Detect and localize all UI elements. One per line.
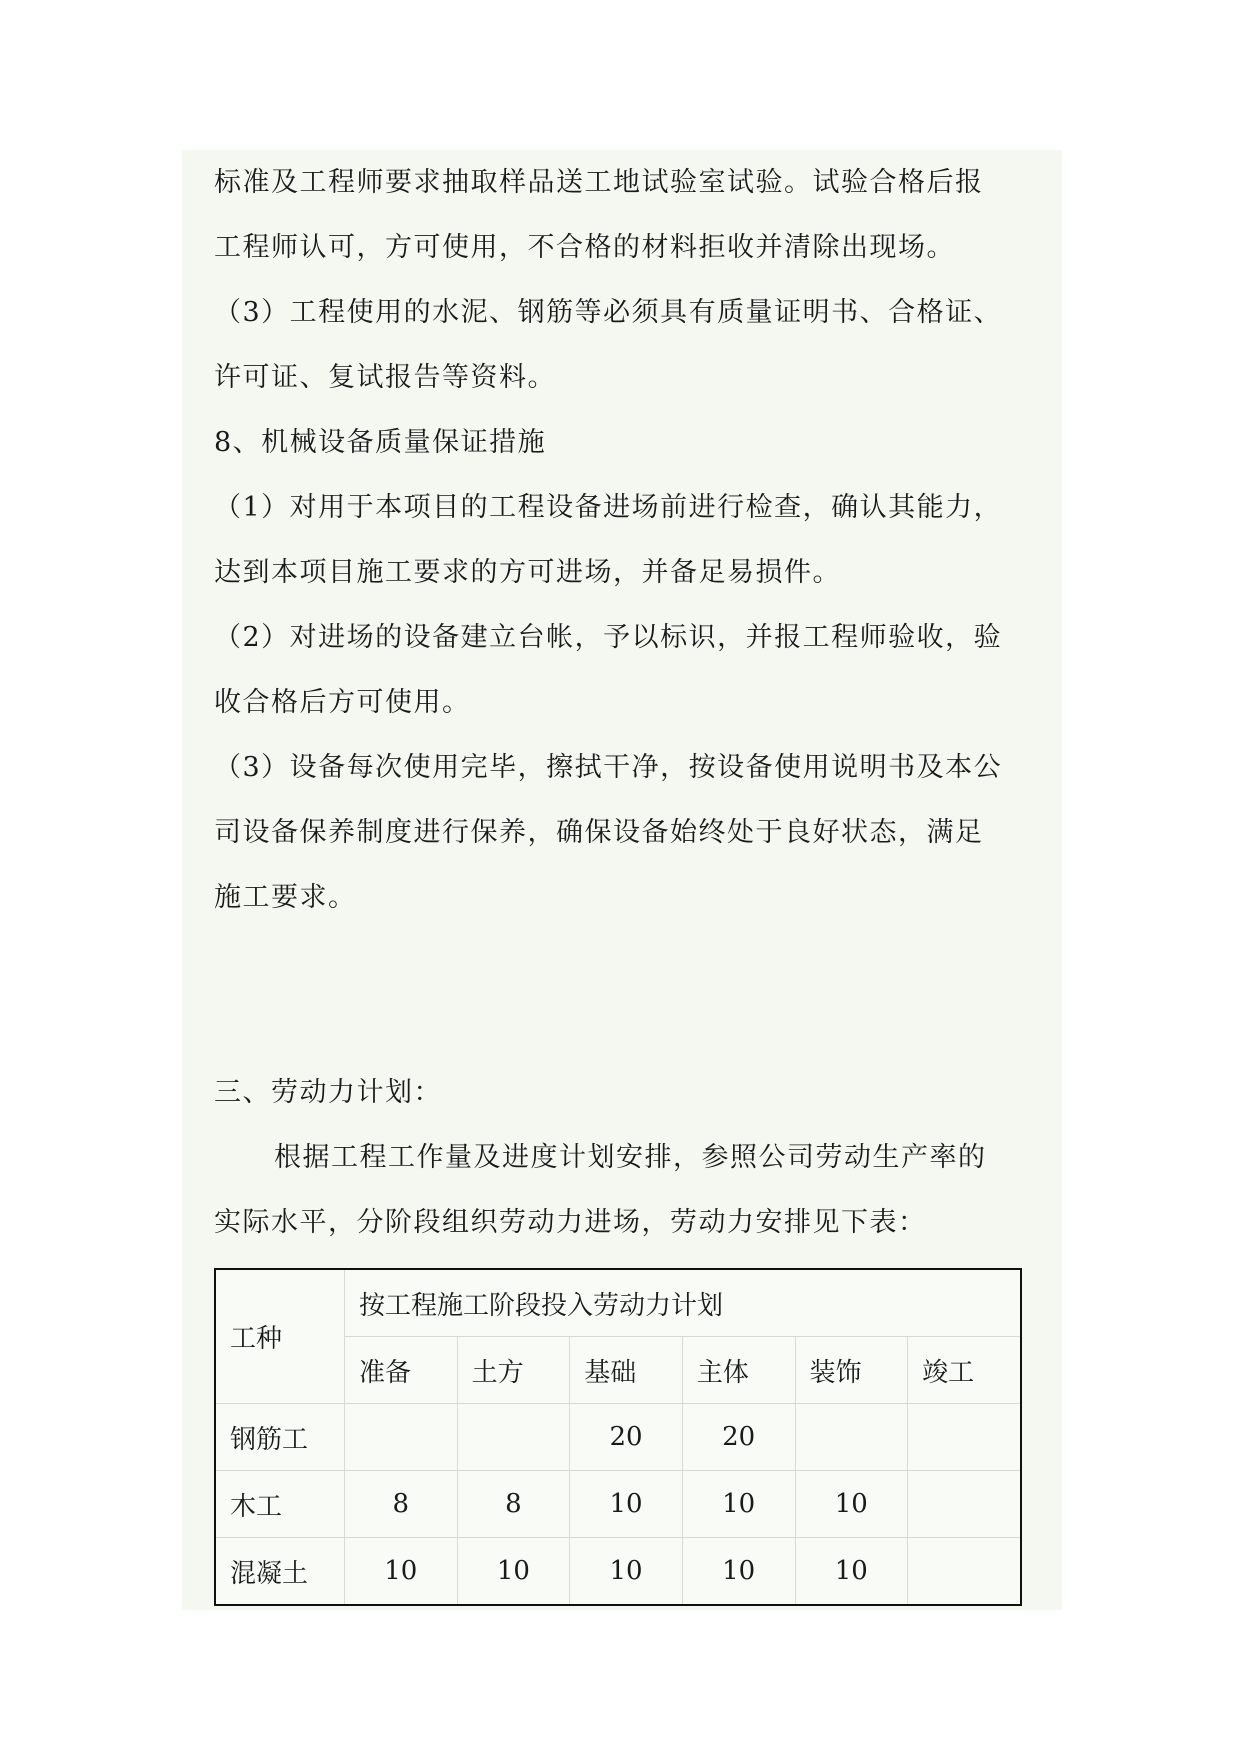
table-cell: 10 xyxy=(570,1471,683,1538)
table-cell: 10 xyxy=(457,1538,570,1606)
stage-header: 装饰 xyxy=(795,1337,908,1404)
stage-header: 主体 xyxy=(682,1337,795,1404)
paragraph-line: （3）工程使用的水泥、钢筋等必须具有质量证明书、合格证、 xyxy=(214,297,1003,328)
paragraph-line: 工程师认可，方可使用，不合格的材料拒收并清除出现场。 xyxy=(214,232,955,263)
table-cell: 8 xyxy=(457,1471,570,1538)
paragraph-line: 收合格后方可使用。 xyxy=(214,687,471,718)
table-cell: 8 xyxy=(345,1471,458,1538)
table-cell xyxy=(908,1404,1021,1471)
worker-kind-cell: 钢筋工 xyxy=(215,1404,345,1471)
table-corner-cell: 工种 xyxy=(215,1269,345,1404)
table-cell: 10 xyxy=(795,1538,908,1606)
table-row xyxy=(215,1404,1021,1471)
paragraph-line: 施工要求。 xyxy=(214,882,357,913)
table-cell xyxy=(795,1404,908,1471)
table-row xyxy=(215,1538,1021,1606)
table-cell xyxy=(345,1404,458,1471)
stage-header: 基础 xyxy=(570,1337,683,1404)
table-cell xyxy=(457,1404,570,1471)
table-cell: 10 xyxy=(682,1471,795,1538)
document-body xyxy=(214,150,1024,1255)
paragraph-line: （1）对用于本项目的工程设备进场前进行检查，确认其能力， xyxy=(214,492,1003,523)
paragraph-line: 司设备保养制度进行保养，确保设备始终处于良好状态，满足 xyxy=(214,817,984,848)
paragraph-line: 标准及工程师要求抽取样品送工地试验室试验。试验合格后报 xyxy=(214,167,984,198)
section-intro: 根据工程工作量及进度计划安排，参照公司劳动生产率的 xyxy=(274,1142,987,1173)
paragraph-line: （2）对进场的设备建立台帐，予以标识，并报工程师验收，验 xyxy=(214,622,1003,653)
worker-kind-cell: 混凝土 xyxy=(215,1538,345,1606)
section-intro: 实际水平，分阶段组织劳动力进场，劳动力安排见下表： xyxy=(214,1207,927,1238)
worker-kind-cell: 木工 xyxy=(215,1471,345,1538)
stage-header: 竣工 xyxy=(908,1337,1021,1404)
table-cell: 20 xyxy=(682,1404,795,1471)
labor-plan-table xyxy=(214,1268,1022,1606)
stage-header: 准备 xyxy=(345,1337,458,1404)
table-cell: 10 xyxy=(795,1471,908,1538)
paragraph-line: 达到本项目施工要求的方可进场，并备足易损件。 xyxy=(214,557,841,588)
subsection-heading: 8、机械设备质量保证措施 xyxy=(214,427,547,458)
section-heading: 三、劳动力计划： xyxy=(214,1077,442,1108)
table-cell xyxy=(908,1471,1021,1538)
table-cell: 10 xyxy=(682,1538,795,1606)
table-cell: 10 xyxy=(570,1538,683,1606)
table-cell: 10 xyxy=(345,1538,458,1606)
table-group-header: 按工程施工阶段投入劳动力计划 xyxy=(345,1269,1022,1337)
table-cell: 20 xyxy=(570,1404,683,1471)
paragraph-line: 许可证、复试报告等资料。 xyxy=(214,362,556,393)
paragraph-line: （3）设备每次使用完毕，擦拭干净，按设备使用说明书及本公 xyxy=(214,752,1003,783)
table-row xyxy=(215,1471,1021,1538)
spacer xyxy=(214,930,1024,1060)
stage-header: 土方 xyxy=(457,1337,570,1404)
table-header-row xyxy=(215,1269,1021,1337)
table-cell xyxy=(908,1538,1021,1606)
